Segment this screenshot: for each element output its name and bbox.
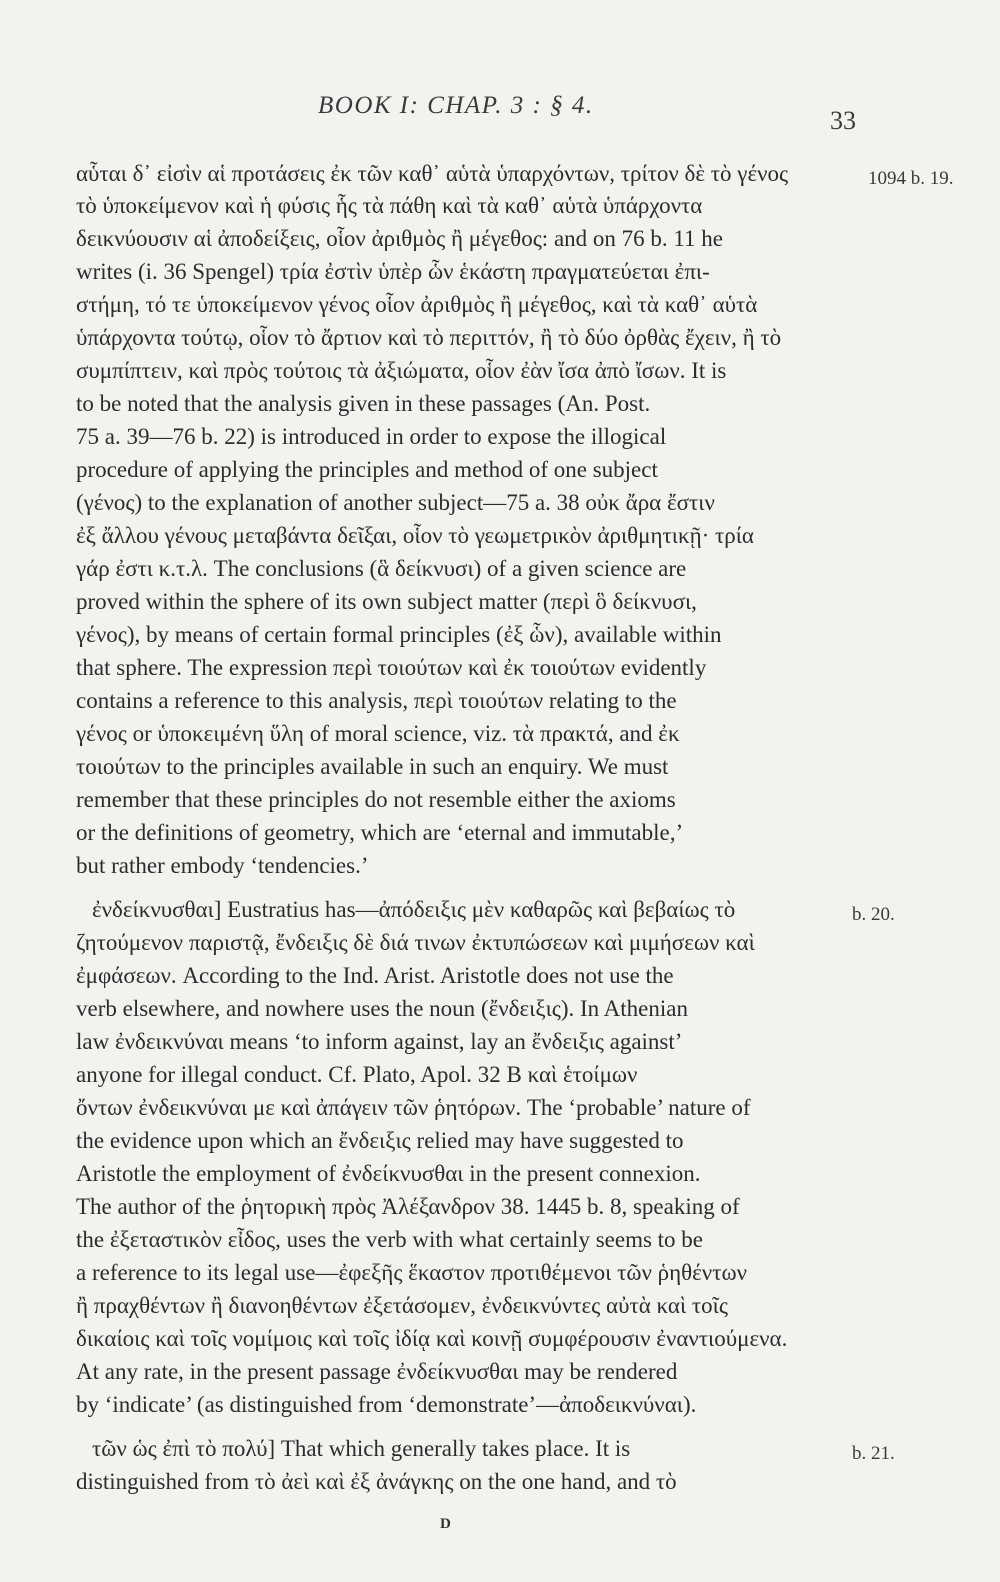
lemma-line: ἐνδείκνυσθαι] Eustratius has—ἀπόδειξις μὲν καθαρῶς καὶ βεβαίως τὸ — [92, 897, 736, 922]
text-line: συμπίπτειν, καὶ πρὸς τούτοις τὰ ἀξιώματα, οἷον ἐὰν ἴσα ἀπὸ ἴσων. It is — [76, 358, 727, 383]
text-line: proved within the sphere of its own subject matter (περὶ ὃ δείκνυσι, — [76, 589, 697, 614]
lemma-line: τῶν ὡς ἐπὶ τὸ πολύ] That which generally takes place. It is — [92, 1436, 631, 1461]
running-head: BOOK I: CHAP. 3 : § 4. — [318, 92, 594, 119]
text-line: At any rate, in the present passage ἐνδείκνυσθαι may be rendered — [76, 1359, 678, 1384]
text-line: ἢ πραχθέντων ἢ διανοηθέντων ἐξετάσομεν, ἐνδεικνύντες αὐτὰ καὶ τοῖς — [76, 1293, 728, 1318]
text-line: verb elsewhere, and nowhere uses the noun (ἔνδειξις). In Athenian — [76, 996, 688, 1021]
text-line: δεικνύουσιν αἱ ἀποδείξεις, οἷον ἀριθμὸς ἢ μέγεθος: and on 76 b. 11 he — [76, 226, 724, 251]
margin-reference: b. 20. — [852, 904, 895, 925]
text-line: γάρ ἐστι κ.τ.λ. The conclusions (ἃ δείκνυσι) of a given science are — [76, 556, 687, 581]
text-line: the evidence upon which an ἔνδειξις relied may have suggested to — [76, 1128, 684, 1153]
text-line: procedure of applying the principles and method of one subject — [76, 457, 658, 482]
text-line: writes (i. 36 Spengel) τρία ἐστὶν ὑπὲρ ὧν ἑκάστη πραγματεύεται ἐπι- — [76, 259, 710, 284]
text-line: distinguished from τὸ ἀεὶ καὶ ἐξ ἀνάγκης on the one hand, and τὸ — [76, 1469, 677, 1494]
text-line: ὑπάρχοντα τούτῳ, οἷον τὸ ἄρτιον καὶ τὸ περιττόν, ἢ τὸ δύο ὀρθὰς ἔχειν, ἢ τὸ — [76, 325, 782, 350]
text-line: but rather embody ‘tendencies.’ — [76, 853, 369, 878]
text-line: or the definitions of geometry, which are ‘eternal and immutable,’ — [76, 820, 684, 845]
text-line: στήμη, τό τε ὑποκείμενον γένος οἷον ἀριθμὸς ἢ μέγεθος, καὶ τὰ καθ᾽ αὑτὰ — [76, 292, 758, 317]
text-line: τὸ ὑποκείμενον καὶ ἡ φύσις ἧς τὰ πάθη καὶ τὰ καθ᾽ αὑτὰ ὑπάρχοντα — [76, 193, 703, 218]
text-line: anyone for illegal conduct. Cf. Plato, Apol. 32 B καὶ ἑτοίμων — [76, 1062, 638, 1087]
text-line: remember that these principles do not resemble either the axioms — [76, 787, 676, 812]
text-line: the ἐξεταστικὸν εἶδος, uses the verb with what certainly seems to be — [76, 1227, 704, 1252]
text-line: δικαίοις καὶ τοῖς νομίμοις καὶ τοῖς ἰδίᾳ καὶ κοινῇ συμφέρουσιν ἐναντιούμενα. — [76, 1326, 788, 1351]
text-line: αὗται δ᾽ εἰσὶν αἱ προτάσεις ἐκ τῶν καθ᾽ αὑτὰ ὑπαρχόντων, τρίτον δὲ τὸ γένος — [76, 161, 789, 186]
text-line: γένος or ὑποκειμένη ὕλη of moral science, viz. τὰ πρακτά, and ἐκ — [76, 721, 680, 746]
text-line: ὄντων ἐνδεικνύναι με καὶ ἀπάγειν τῶν ῥητόρων. The ‘probable’ nature of — [76, 1095, 751, 1120]
text-line: a reference to its legal use—ἐφεξῆς ἕκαστον προτιθέμενοι τῶν ῥηθέντων — [76, 1260, 747, 1285]
text-line: ἐμφάσεων. According to the Ind. Arist. Aristotle does not use the — [76, 963, 674, 988]
text-line: by ‘indicate’ (as distinguished from ‘demonstrate’—ἀποδεικνύναι). — [76, 1392, 697, 1417]
text-line: 75 a. 39—76 b. 22) is introduced in order to expose the illogical — [76, 424, 667, 449]
text-line: γένος), by means of certain formal principles (ἐξ ὧν), available within — [76, 622, 722, 647]
text-line: The author of the ῥητορικὴ πρὸς Ἀλέξανδρον 38. 1445 b. 8, speaking of — [76, 1194, 740, 1219]
text-line: ἐξ ἄλλου γένους μεταβάντα δεῖξαι, οἷον τὸ γεωμετρικὸν ἀριθμητικῇ· τρία — [76, 523, 754, 548]
text-line: to be noted that the analysis given in these passages (An. Post. — [76, 391, 651, 416]
signature-mark: D — [440, 1516, 452, 1532]
text-line: ζητούμενον παριστᾷ, ἔνδειξις δὲ διά τινων ἐκτυπώσεων καὶ μιμήσεων καὶ — [76, 930, 755, 955]
text-line: contains a reference to this analysis, περὶ τοιούτων relating to the — [76, 688, 677, 713]
text-line: Aristotle the employment of ἐνδείκνυσθαι in the present connexion. — [76, 1161, 701, 1186]
text-line: (γένος) to the explanation of another subject—75 a. 38 οὐκ ἄρα ἔστιν — [76, 490, 715, 515]
page-number: 33 — [830, 106, 856, 135]
text-line: τοιούτων to the principles available in such an enquiry. We must — [76, 754, 669, 779]
margin-reference: 1094 b. 19. — [868, 168, 954, 189]
text-line: law ἐνδεικνύναι means ‘to inform against, lay an ἔνδειξις against’ — [76, 1029, 683, 1054]
text-line: that sphere. The expression περὶ τοιούτων καὶ ἐκ τοιούτων evidently — [76, 655, 707, 680]
margin-reference: b. 21. — [852, 1443, 895, 1464]
